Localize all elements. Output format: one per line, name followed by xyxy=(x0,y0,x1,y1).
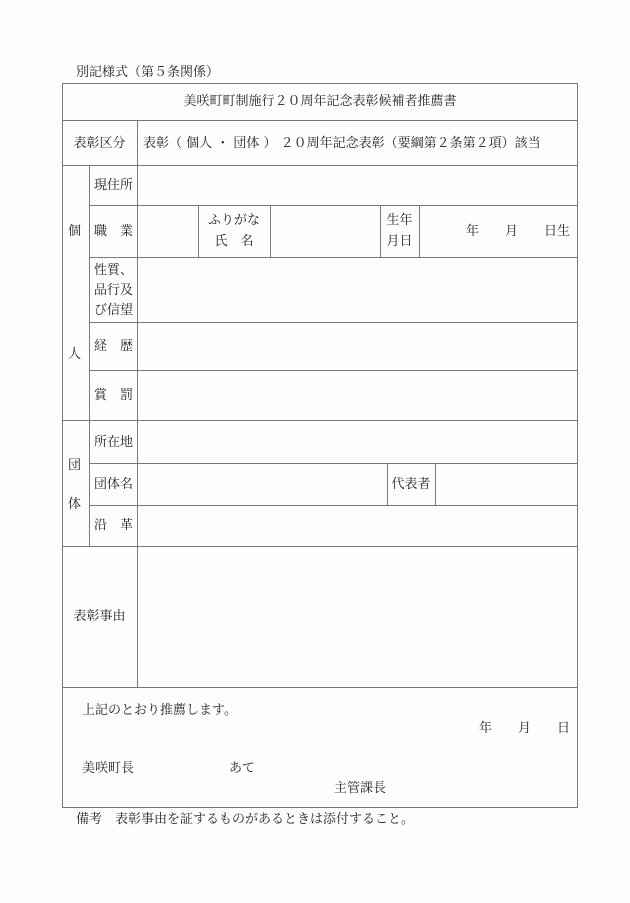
location-field[interactable] xyxy=(138,421,577,463)
character-label-3: び信望 xyxy=(94,303,134,318)
name-furigana-label: ふりがな xyxy=(207,213,260,228)
address-field[interactable] xyxy=(138,166,577,205)
history-field[interactable] xyxy=(138,506,577,546)
award-category-label: 表彰区分 xyxy=(73,136,126,151)
individual-section-label-top: 個 xyxy=(68,224,82,239)
history-label: 沿 革 xyxy=(94,518,134,533)
addressee-suffix: あて xyxy=(229,761,256,776)
birth-label-2: 月日 xyxy=(386,234,413,249)
award-category-value[interactable]: 表彰（ 個人 ・ 団体 ） ２０周年記念表彰（要綱第２条第２項）該当 xyxy=(143,136,541,151)
reason-label: 表彰事由 xyxy=(73,609,126,624)
recommendation-date[interactable]: 年 月 日 xyxy=(479,721,571,736)
note: 備考 表彰事由を証するものがあるときは添付すること。 xyxy=(76,812,415,827)
awards-field[interactable] xyxy=(138,371,577,420)
reason-field[interactable] xyxy=(138,547,577,687)
group-section-label-top: 団 xyxy=(68,458,82,473)
birth-label-1: 生年 xyxy=(386,213,413,228)
career-label: 経 歴 xyxy=(94,339,134,354)
awards-label: 賞 罰 xyxy=(94,388,134,403)
occupation-field[interactable] xyxy=(138,206,198,257)
group-name-field[interactable] xyxy=(138,464,387,505)
occupation-label: 職 業 xyxy=(94,224,134,239)
career-field[interactable] xyxy=(138,323,577,370)
name-field[interactable] xyxy=(271,206,380,257)
form-title: 美咲町町制施行２０周年記念表彰候補者推薦書 xyxy=(183,94,457,109)
group-name-label: 団体名 xyxy=(94,477,134,492)
location-label: 所在地 xyxy=(94,435,134,450)
birth-date-field[interactable]: 年 月 日生 xyxy=(466,224,571,239)
character-field[interactable] xyxy=(138,258,577,322)
address-label: 現住所 xyxy=(94,178,134,193)
signer-title: 主管課長 xyxy=(334,781,387,796)
recommendation-statement: 上記のとおり推薦します。 xyxy=(82,703,237,718)
individual-section-label-bottom: 人 xyxy=(68,347,82,362)
representative-field[interactable] xyxy=(436,464,577,505)
name-label: 氏 名 xyxy=(214,234,254,249)
representative-label: 代表者 xyxy=(391,477,431,492)
character-label-2: 品行及 xyxy=(94,283,134,298)
addressee: 美咲町長 xyxy=(82,761,135,776)
character-label-1: 性質、 xyxy=(94,263,134,278)
form-number: 別記様式（第５条関係） xyxy=(76,65,220,80)
group-section-label-bottom: 体 xyxy=(68,497,82,512)
